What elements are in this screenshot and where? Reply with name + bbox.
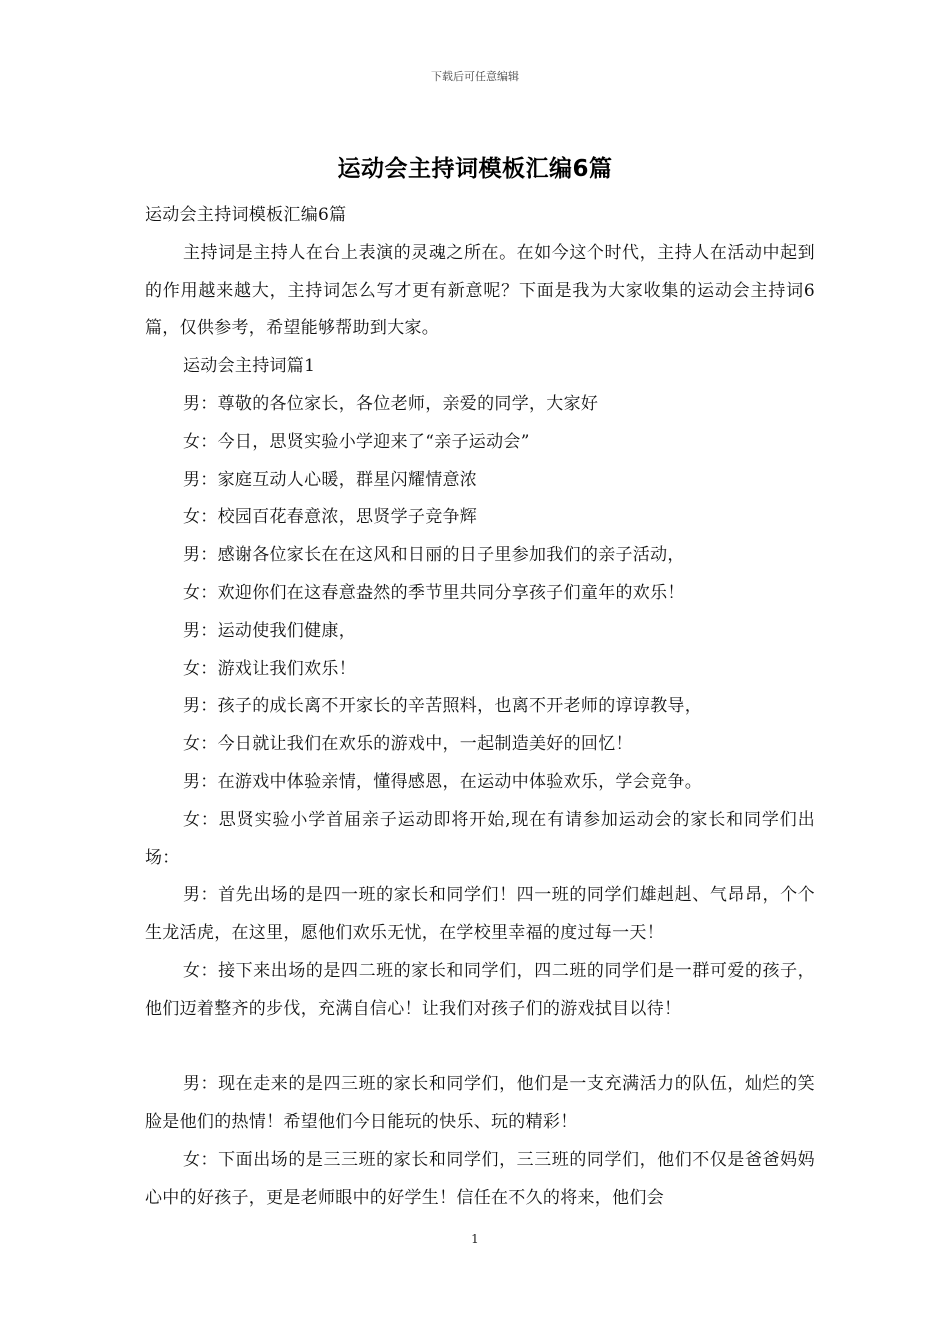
paragraph: 女：下面出场的是三三班的家长和同学们，三三班的同学们，他们不仅是爸爸妈妈心中的好孩子，更是老师眼中的好学生！信任在不久的将来，他们会 [145,1149,815,1208]
page-number: 1 [471,1232,479,1246]
paragraph: 女：今日就让我们在欢乐的游戏中，一起制造美好的回忆！ [183,734,633,755]
paragraph: 女：校园百花春意浓，思贤学子竞争辉 [183,507,478,528]
paragraph: 男：现在走来的是四三班的家长和同学们，他们是一支充满活力的队伍，灿烂的笑脸是他们的热情！希望他们今日能玩的快乐、玩的精彩！ [145,1074,815,1133]
paragraph: 男：孩子的成长离不开家长的辛苦照料，也离不开老师的谆谆教导， [183,696,702,717]
paragraph: 女：游戏让我们欢乐！ [183,658,356,679]
paragraph: 男：家庭互动人心暖，群星闪耀情意浓 [183,469,478,490]
subtitle-line: 运动会主持词模板汇编6篇 [145,205,347,225]
paragraph: 男：首先出场的是四一班的家长和同学们！四一班的同学们雄赳赳、气昂昂，个个生龙活虎，在这里，愿他们欢乐无忧，在学校里幸福的度过每一天！ [145,885,815,944]
paragraph: 女：接下来出场的是四二班的家长和同学们，四二班的同学们是一群可爱的孩子，他们迈着整齐的步伐，充满自信心！让我们对孩子们的游戏拭目以待！ [145,960,815,1019]
paragraph: 男：运动使我们健康， [183,620,356,641]
paragraph: 主持词是主持人在台上表演的灵魂之所在。在如今这个时代，主持人在活动中起到的作用越来越大，主持词怎么写才更有新意呢？下面是我为大家收集的运动会主持词6篇，仅供参考，希望能够帮助到大家。 [145,242,815,339]
blank-line [145,1029,815,1067]
paragraph: 男：在游戏中体验亲情，懂得感恩，在运动中体验欢乐，学会竞争。 [183,771,702,792]
paragraph: 女：今日，思贤实验小学迎来了“亲子运动会” [183,431,530,452]
section-heading: 运动会主持词篇1 [183,356,316,377]
document-body [145,197,815,1218]
paragraph: 男：感谢各位家长在在这风和日丽的日子里参加我们的亲子活动， [183,545,685,566]
paragraph: 女：思贤实验小学首届亲子运动即将开始,现在有请参加运动会的家长和同学们出场： [145,809,815,868]
document-title: 运动会主持词模板汇编6篇 [337,156,613,182]
page-header: 下载后可任意编辑 [431,70,519,83]
paragraph: 女：欢迎你们在这春意盎然的季节里共同分享孩子们童年的欢乐！ [183,582,685,603]
paragraph: 男：尊敬的各位家长，各位老师，亲爱的同学，大家好 [183,393,599,414]
